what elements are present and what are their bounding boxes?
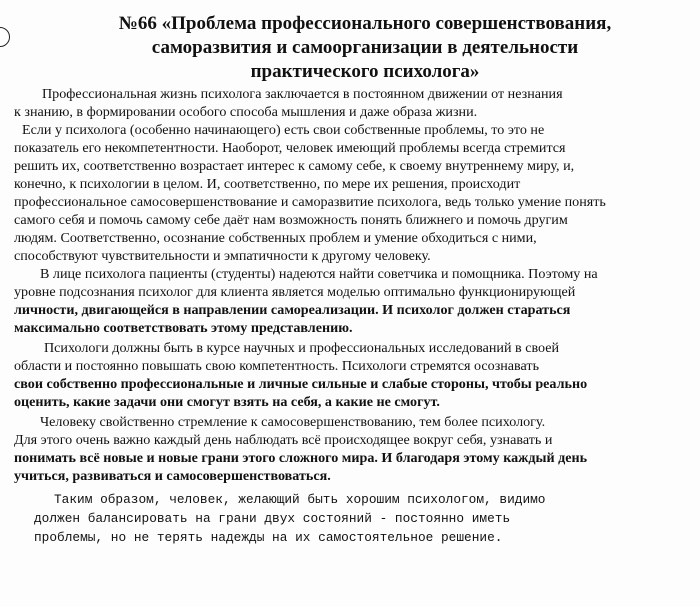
paragraph-5-line-2: Для этого очень важно каждый день наблюдать всё происходящее вокруг себя, узнавать и: [14, 432, 553, 448]
paragraph-2-line-8: способствуют чувствительности и эмпатичности к другому человеку.: [14, 248, 431, 264]
paragraph-5-line-3: понимать всё новые и новые грани этого сложного мира. И благодаря этому каждый день: [14, 450, 588, 466]
paragraph-2-line-4: конечно, к психологии в целом. И, соответственно, по мере их решения, происходит: [14, 176, 521, 192]
paragraph-5-line-4: учиться, развиваться и самосовершенствоваться.: [14, 468, 331, 484]
paragraph-3-line-3: личности, двигающейся в направлении самореализации. И психолог должен стараться: [14, 302, 571, 318]
title-line-2: саморазвития и самоорганизации в деятельности: [151, 37, 579, 58]
conclusion-line-3: проблемы, но не терять надежды на их самостоятельное решение.: [34, 530, 503, 545]
title-line-1: №66 «Проблема профессионального совершенствования,: [118, 13, 612, 34]
paragraph-1-line-1: Профессиональная жизнь психолога заключается в постоянном движении от незнания: [42, 86, 563, 102]
paragraph-3-line-2: уровне подсознания психолог для клиента является моделью оптимально функционирующей: [14, 284, 576, 300]
paragraph-2-line-6: самого себя и помочь самому себе даёт нам возможность понять ближнего и помочь другим: [14, 212, 568, 228]
title-line-3: практического психолога»: [250, 61, 480, 82]
punch-hole-mark: [0, 27, 10, 47]
paragraph-2-line-2: показатель его некомпетентности. Наоборот, человек имеющий проблемы всегда стремится: [14, 140, 566, 156]
paragraph-4-line-3: свои собственно профессиональные и личные сильные и слабые стороны, чтобы реально: [14, 376, 588, 392]
paragraph-2-line-5: профессиональное самосовершенствование и саморазвитие психолога, ведь только умение понять: [14, 194, 606, 210]
paragraph-4-line-4: оценить, какие задачи они смогут взять на себя, а какие не смогут.: [14, 394, 440, 410]
paragraph-2-line-3: решить их, соответственно возрастает интерес к самому себе, к своему внутреннему миру, и,: [14, 158, 575, 174]
paragraph-1-line-2: к знанию, в формировании особого способа мышления и даже образа жизни.: [14, 104, 478, 120]
paragraph-3-line-1: В лице психолога пациенты (студенты) надеются найти советчика и помощника. Поэтому на: [40, 266, 598, 282]
paragraph-4: [14, 339, 690, 411]
paragraph-5: [14, 413, 690, 485]
paragraph-1: [14, 85, 690, 121]
paragraph-3: [14, 265, 690, 337]
conclusion-line-2: должен балансировать на грани двух состояний - постоянно иметь: [34, 511, 511, 526]
conclusion-paragraph: [34, 490, 694, 547]
paragraph-5-line-1: Человеку свойственно стремление к самосовершенствованию, тем более психологу.: [40, 414, 546, 430]
paragraph-3-line-4: максимально соответствовать этому представлению.: [14, 320, 353, 336]
conclusion-line-1: Таким образом, человек, желающий быть хорошим психологом, видимо: [54, 492, 546, 507]
document-body: [14, 85, 690, 485]
paragraph-4-line-1: Психологи должны быть в курсе научных и профессиональных исследований в своей: [44, 340, 560, 356]
document-title: [60, 12, 670, 84]
paragraph-4-line-2: области и постоянно повышать свою компетентность. Психологи стремятся осознавать: [14, 358, 540, 374]
paragraph-2: [14, 121, 690, 265]
paragraph-2-line-1: Если у психолога (особенно начинающего) есть свои собственные проблемы, то это не: [22, 122, 545, 138]
paragraph-2-line-7: людям. Соответственно, осознание собственных проблем и умение обходиться с ними,: [14, 230, 537, 246]
